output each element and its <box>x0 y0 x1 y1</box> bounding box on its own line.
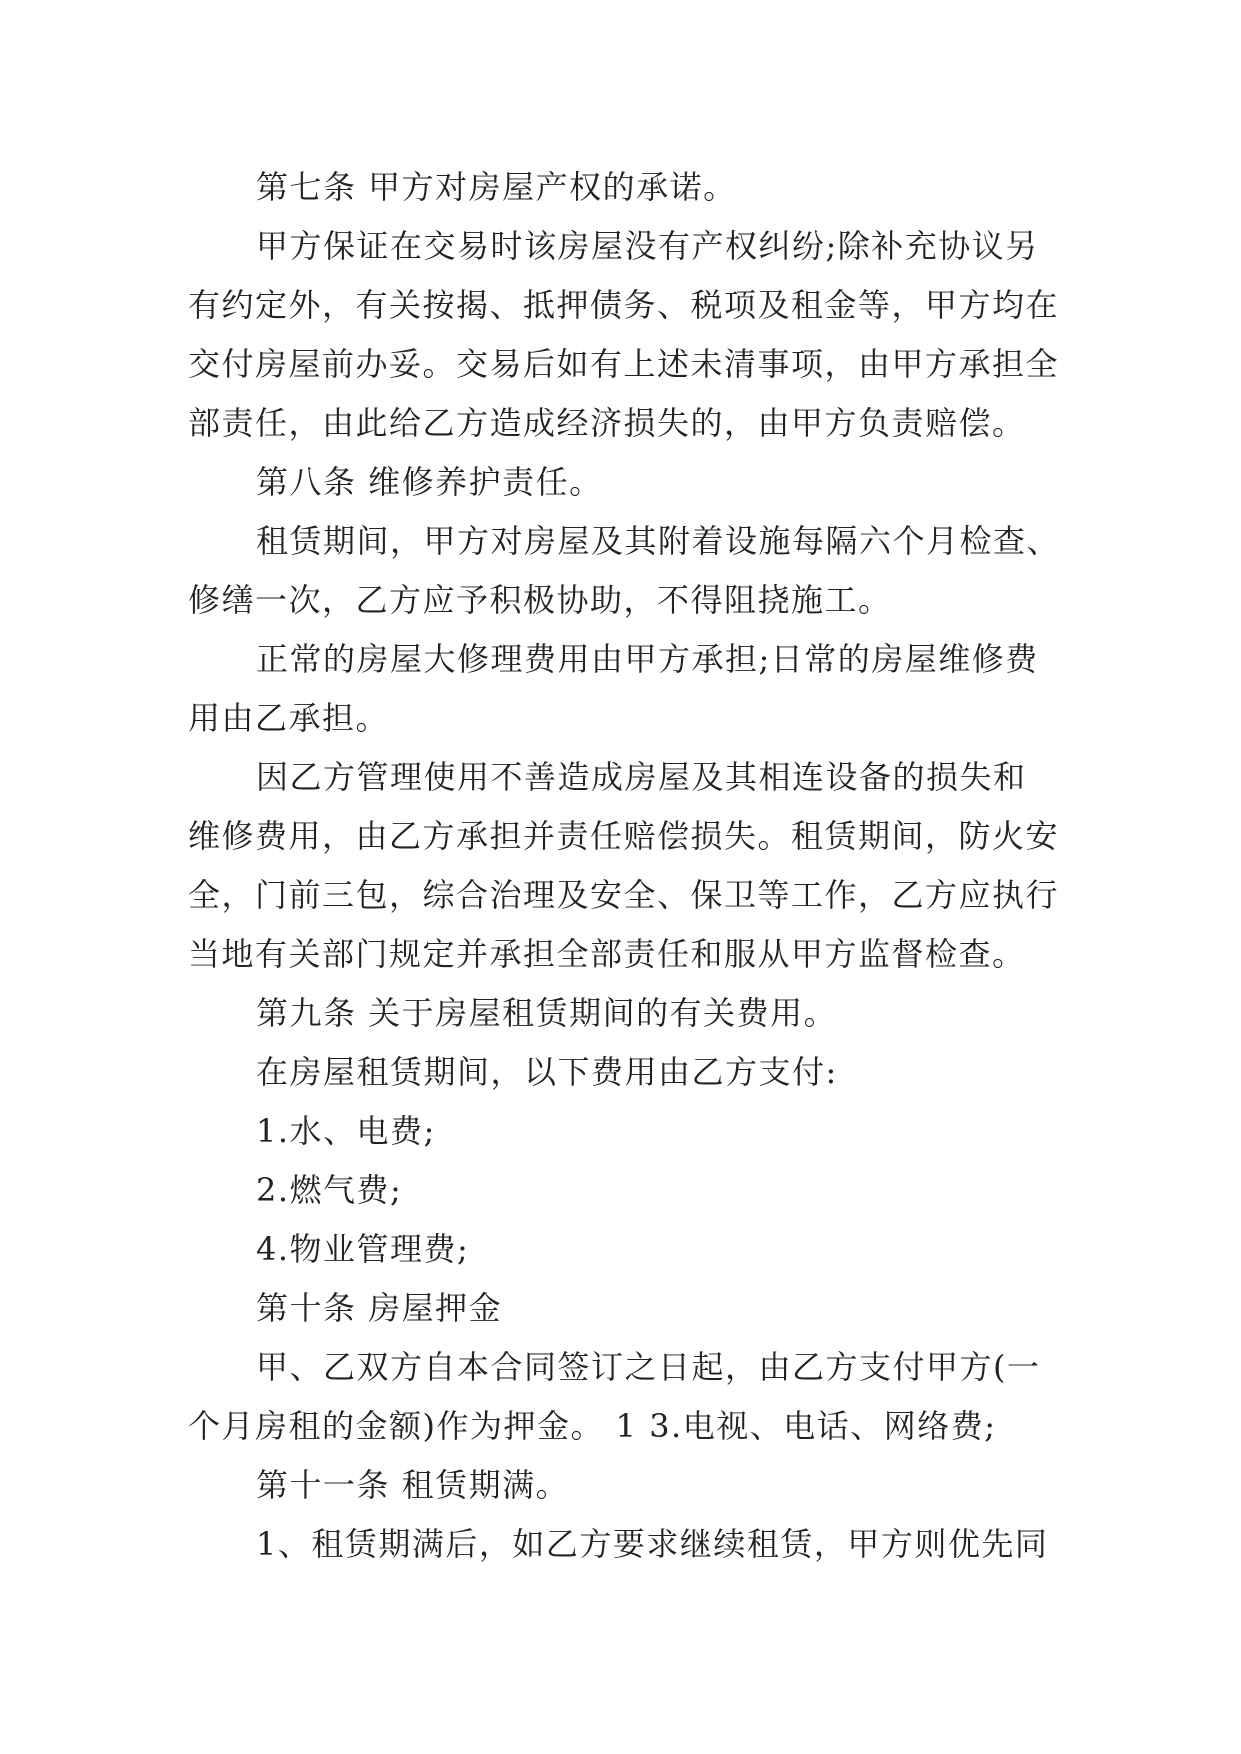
list-item: 2.燃气费; <box>256 1171 403 1209</box>
paragraph-line: 正常的房屋大修理费用由甲方承担;日常的房屋维修费 <box>256 640 1039 678</box>
paragraph-line: 个月房租的金额)作为押金。 1 3.电视、电话、网络费; <box>188 1407 997 1445</box>
list-item: 1.水、电费; <box>256 1112 436 1150</box>
paragraph-line: 有约定外，有关按揭、抵押债务、税项及租金等，甲方均在 <box>188 286 1060 324</box>
paragraph-line: 修缮一次，乙方应予积极协助，不得阻挠施工。 <box>188 581 892 619</box>
paragraph-line: 维修费用，由乙方承担并责任赔偿损失。租赁期间，防火安 <box>188 817 1060 855</box>
article-11-heading: 第十一条 租赁期满。 <box>256 1466 570 1504</box>
article-7-heading: 第七条 甲方对房屋产权的承诺。 <box>256 168 737 206</box>
paragraph-line: 甲方保证在交易时该房屋没有产权纠纷;除补充协议另 <box>256 227 1039 265</box>
paragraph-line: 在房屋租赁期间，以下费用由乙方支付: <box>256 1053 838 1091</box>
article-10-heading: 第十条 房屋押金 <box>256 1289 503 1327</box>
paragraph-line: 1、租赁期满后，如乙方要求继续租赁，甲方则优先同 <box>256 1525 1049 1563</box>
paragraph-line: 甲、乙双方自本合同签订之日起，由乙方支付甲方(一 <box>256 1348 1041 1386</box>
paragraph-line: 用由乙承担。 <box>188 699 390 737</box>
document-body <box>188 158 1068 1574</box>
paragraph-line: 部责任，由此给乙方造成经济损失的，由甲方负责赔偿。 <box>188 404 1026 442</box>
paragraph-line: 租赁期间，甲方对房屋及其附着设施每隔六个月检查、 <box>256 522 1061 560</box>
article-8-heading: 第八条 维修养护责任。 <box>256 463 603 501</box>
paragraph-line: 全，门前三包，综合治理及安全、保卫等工作，乙方应执行 <box>188 876 1060 914</box>
paragraph-line: 因乙方管理使用不善造成房屋及其相连设备的损失和 <box>256 758 1027 796</box>
list-item: 4.物业管理费; <box>256 1230 470 1268</box>
paragraph-line: 当地有关部门规定并承担全部责任和服从甲方监督检查。 <box>188 935 1026 973</box>
paragraph-line: 交付房屋前办妥。交易后如有上述未清事项，由甲方承担全 <box>188 345 1060 383</box>
article-9-heading: 第九条 关于房屋租赁期间的有关费用。 <box>256 994 838 1032</box>
